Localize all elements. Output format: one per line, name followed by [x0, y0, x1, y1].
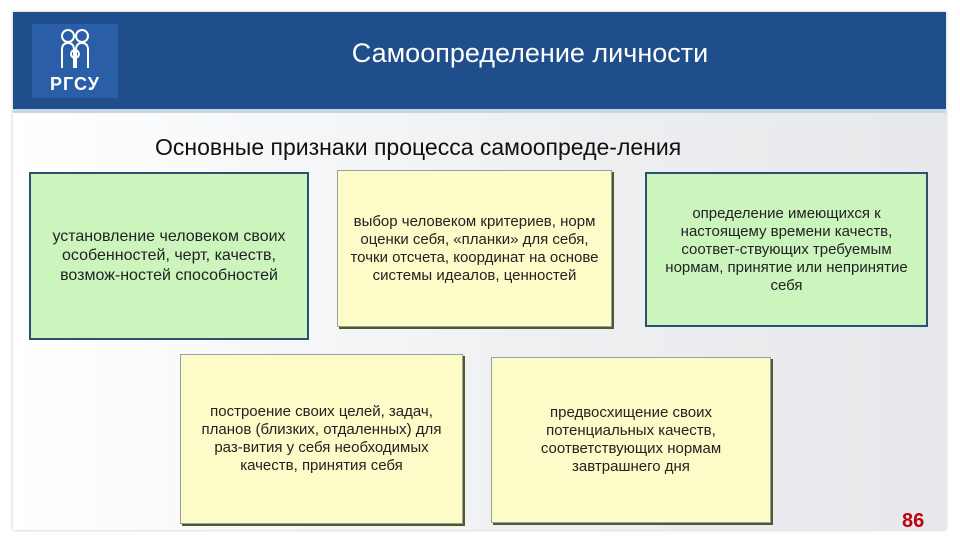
feature-box-self-identification: установление человеком своих особенностей, черт, качеств, возмож-ностей способностей	[29, 172, 309, 340]
rgsu-logo	[32, 24, 118, 98]
feature-box-anticipation: предвосхищение своих потенциальных качеств, соответствующих нормам завтрашнего дня	[491, 357, 771, 523]
feature-box-goals-building: построение своих целей, задач, планов (близких, отдаленных) для раз-вития у себя необходимых качеств, принятия себя	[180, 354, 463, 524]
page-number: 86	[902, 510, 925, 532]
feature-box-current-qualities: определение имеющихся к настоящему времени качеств, соответ-ствующих требуемым нормам, принятие или непринятие себя	[645, 172, 928, 327]
header-divider	[13, 109, 946, 113]
logo-figures-icon	[58, 28, 94, 70]
feature-box-criteria-choice: выбор человеком критериев, норм оценки себя, «планки» для себя, точки отсчета, координат на основе системы идеалов, ценностей	[337, 170, 612, 327]
slide-title: Самоопределение личности	[351, 38, 709, 68]
slide-subtitle: Основные признаки процесса самоопреде-ления	[155, 134, 682, 160]
logo-text: РГСУ	[50, 74, 100, 94]
